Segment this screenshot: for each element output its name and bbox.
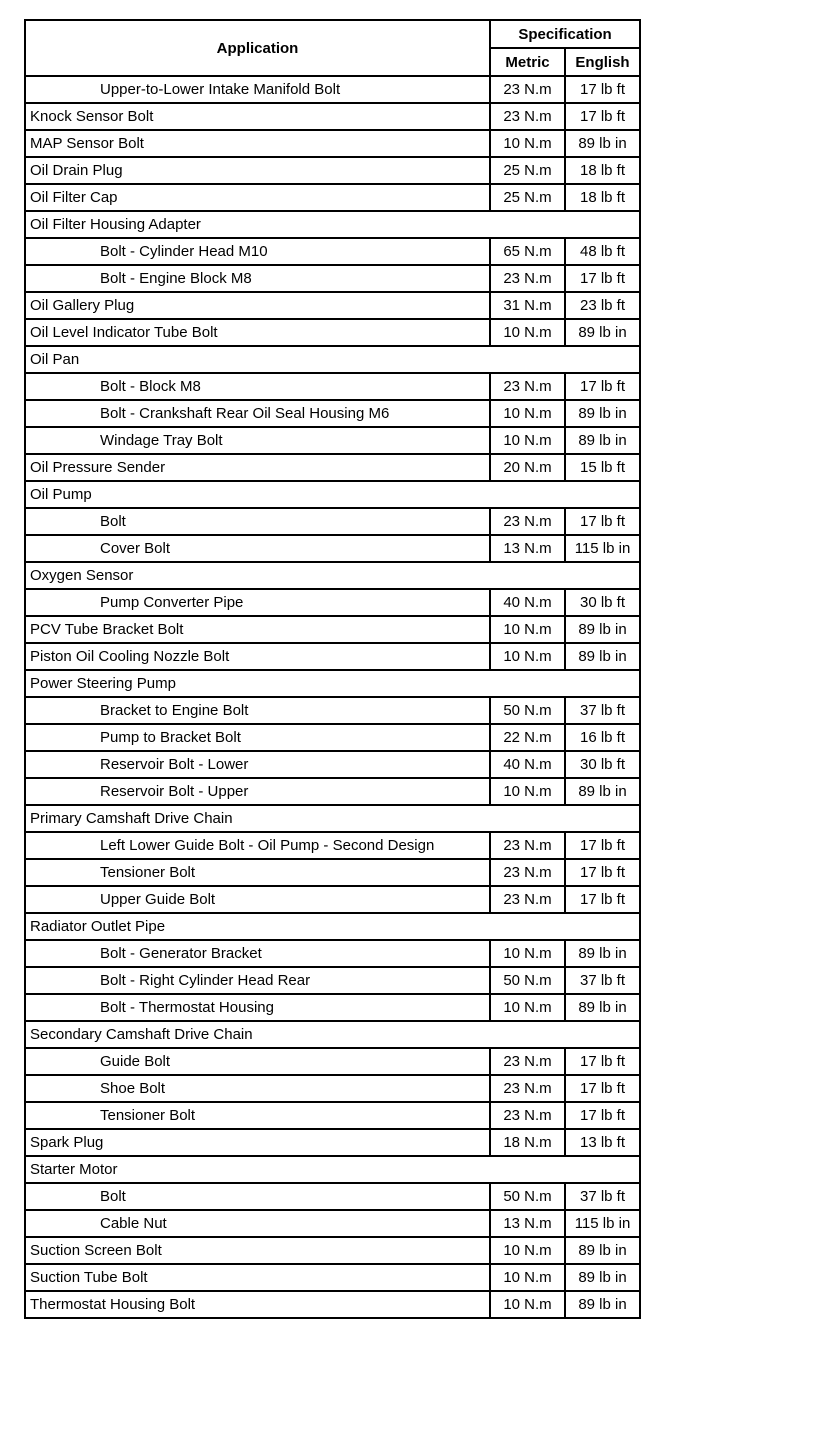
- table-row: [25, 589, 640, 616]
- application-cell: Bolt: [25, 508, 490, 535]
- application-cell: Spark Plug: [25, 1129, 490, 1156]
- table-row: [25, 886, 640, 913]
- english-cell: 89 lb in: [565, 778, 640, 805]
- english-cell: 18 lb ft: [565, 184, 640, 211]
- metric-cell: 23 N.m: [490, 859, 565, 886]
- application-cell: Bolt - Thermostat Housing: [25, 994, 490, 1021]
- application-cell: Oil Level Indicator Tube Bolt: [25, 319, 490, 346]
- application-cell: Oil Drain Plug: [25, 157, 490, 184]
- english-cell: 89 lb in: [565, 616, 640, 643]
- metric-cell: 10 N.m: [490, 319, 565, 346]
- application-cell: Upper Guide Bolt: [25, 886, 490, 913]
- table-row: [25, 643, 640, 670]
- application-cell: Pump to Bracket Bolt: [25, 724, 490, 751]
- table-row: [25, 724, 640, 751]
- application-cell: Oil Filter Cap: [25, 184, 490, 211]
- english-cell: 89 lb in: [565, 1264, 640, 1291]
- metric-cell: 23 N.m: [490, 508, 565, 535]
- english-cell: 115 lb in: [565, 1210, 640, 1237]
- table-row: [25, 1048, 640, 1075]
- english-cell: 13 lb ft: [565, 1129, 640, 1156]
- metric-cell: 23 N.m: [490, 103, 565, 130]
- application-cell: Bolt - Block M8: [25, 373, 490, 400]
- group-label: Power Steering Pump: [25, 670, 640, 697]
- english-cell: 17 lb ft: [565, 103, 640, 130]
- group-header-row: [25, 1156, 640, 1183]
- english-cell: 17 lb ft: [565, 1102, 640, 1129]
- table-row: [25, 157, 640, 184]
- table-row: [25, 1264, 640, 1291]
- application-cell: Bolt - Crankshaft Rear Oil Seal Housing M6: [25, 400, 490, 427]
- table-row: [25, 751, 640, 778]
- english-cell: 89 lb in: [565, 940, 640, 967]
- metric-cell: 10 N.m: [490, 1237, 565, 1264]
- metric-cell: 10 N.m: [490, 616, 565, 643]
- table-row: [25, 967, 640, 994]
- group-header-row: [25, 670, 640, 697]
- english-cell: 89 lb in: [565, 319, 640, 346]
- application-cell: MAP Sensor Bolt: [25, 130, 490, 157]
- table-row: [25, 1075, 640, 1102]
- metric-header: Metric: [490, 48, 565, 76]
- metric-cell: 10 N.m: [490, 1291, 565, 1318]
- english-cell: 17 lb ft: [565, 265, 640, 292]
- group-label: Oil Filter Housing Adapter: [25, 211, 640, 238]
- metric-cell: 10 N.m: [490, 643, 565, 670]
- table-row: [25, 184, 640, 211]
- table-row: [25, 940, 640, 967]
- table-row: [25, 1291, 640, 1318]
- table-row: [25, 319, 640, 346]
- english-cell: 17 lb ft: [565, 76, 640, 103]
- metric-cell: 10 N.m: [490, 994, 565, 1021]
- group-header-row: [25, 1021, 640, 1048]
- metric-cell: 23 N.m: [490, 1048, 565, 1075]
- table-row: [25, 778, 640, 805]
- english-cell: 89 lb in: [565, 130, 640, 157]
- table-row: [25, 859, 640, 886]
- application-cell: Windage Tray Bolt: [25, 427, 490, 454]
- application-cell: Bolt - Engine Block M8: [25, 265, 490, 292]
- table-row: [25, 1129, 640, 1156]
- application-cell: Piston Oil Cooling Nozzle Bolt: [25, 643, 490, 670]
- english-cell: 18 lb ft: [565, 157, 640, 184]
- metric-cell: 40 N.m: [490, 751, 565, 778]
- english-cell: 37 lb ft: [565, 967, 640, 994]
- application-cell: PCV Tube Bracket Bolt: [25, 616, 490, 643]
- table-row: [25, 1237, 640, 1264]
- application-cell: Bolt - Cylinder Head M10: [25, 238, 490, 265]
- english-cell: 89 lb in: [565, 1237, 640, 1264]
- metric-cell: 23 N.m: [490, 886, 565, 913]
- application-cell: Bolt - Generator Bracket: [25, 940, 490, 967]
- application-cell: Upper-to-Lower Intake Manifold Bolt: [25, 76, 490, 103]
- group-label: Oil Pan: [25, 346, 640, 373]
- english-cell: 17 lb ft: [565, 859, 640, 886]
- table-row: [25, 832, 640, 859]
- metric-cell: 23 N.m: [490, 1075, 565, 1102]
- application-cell: Shoe Bolt: [25, 1075, 490, 1102]
- english-cell: 16 lb ft: [565, 724, 640, 751]
- table-row: [25, 508, 640, 535]
- metric-cell: 18 N.m: [490, 1129, 565, 1156]
- table-row: [25, 454, 640, 481]
- metric-cell: 50 N.m: [490, 697, 565, 724]
- group-header-row: [25, 211, 640, 238]
- application-cell: Cable Nut: [25, 1210, 490, 1237]
- application-cell: Oil Pressure Sender: [25, 454, 490, 481]
- metric-cell: 10 N.m: [490, 400, 565, 427]
- table-row: [25, 697, 640, 724]
- english-header: English: [565, 48, 640, 76]
- application-cell: Thermostat Housing Bolt: [25, 1291, 490, 1318]
- group-header-row: [25, 481, 640, 508]
- application-cell: Knock Sensor Bolt: [25, 103, 490, 130]
- table-row: [25, 1210, 640, 1237]
- application-header: Application: [25, 20, 490, 76]
- english-cell: 17 lb ft: [565, 508, 640, 535]
- table-row: [25, 265, 640, 292]
- metric-cell: 40 N.m: [490, 589, 565, 616]
- application-cell: Cover Bolt: [25, 535, 490, 562]
- group-label: Starter Motor: [25, 1156, 640, 1183]
- metric-cell: 10 N.m: [490, 940, 565, 967]
- metric-cell: 23 N.m: [490, 265, 565, 292]
- group-header-row: [25, 913, 640, 940]
- english-cell: 115 lb in: [565, 535, 640, 562]
- table-row: [25, 238, 640, 265]
- table-body: [25, 76, 640, 1318]
- group-label: Secondary Camshaft Drive Chain: [25, 1021, 640, 1048]
- group-label: Oil Pump: [25, 481, 640, 508]
- english-cell: 17 lb ft: [565, 373, 640, 400]
- metric-cell: 65 N.m: [490, 238, 565, 265]
- metric-cell: 22 N.m: [490, 724, 565, 751]
- table-row: [25, 76, 640, 103]
- english-cell: 89 lb in: [565, 400, 640, 427]
- table-header: [25, 20, 640, 76]
- table-row: [25, 427, 640, 454]
- group-header-row: [25, 805, 640, 832]
- english-cell: 17 lb ft: [565, 1075, 640, 1102]
- table-row: [25, 373, 640, 400]
- application-cell: Reservoir Bolt - Upper: [25, 778, 490, 805]
- english-cell: 15 lb ft: [565, 454, 640, 481]
- torque-spec-table: [24, 19, 641, 1319]
- table-row: [25, 1183, 640, 1210]
- metric-cell: 10 N.m: [490, 130, 565, 157]
- table-row: [25, 103, 640, 130]
- metric-cell: 23 N.m: [490, 76, 565, 103]
- application-cell: Tensioner Bolt: [25, 1102, 490, 1129]
- english-cell: 89 lb in: [565, 643, 640, 670]
- metric-cell: 23 N.m: [490, 373, 565, 400]
- english-cell: 89 lb in: [565, 427, 640, 454]
- table-row: [25, 130, 640, 157]
- metric-cell: 25 N.m: [490, 184, 565, 211]
- table-row: [25, 1102, 640, 1129]
- metric-cell: 13 N.m: [490, 535, 565, 562]
- application-cell: Bolt: [25, 1183, 490, 1210]
- metric-cell: 23 N.m: [490, 1102, 565, 1129]
- metric-cell: 10 N.m: [490, 427, 565, 454]
- application-cell: Oil Gallery Plug: [25, 292, 490, 319]
- metric-cell: 23 N.m: [490, 832, 565, 859]
- application-cell: Guide Bolt: [25, 1048, 490, 1075]
- metric-cell: 31 N.m: [490, 292, 565, 319]
- application-cell: Suction Screen Bolt: [25, 1237, 490, 1264]
- group-label: Primary Camshaft Drive Chain: [25, 805, 640, 832]
- table-row: [25, 535, 640, 562]
- english-cell: 89 lb in: [565, 1291, 640, 1318]
- application-cell: Left Lower Guide Bolt - Oil Pump - Second Design: [25, 832, 490, 859]
- metric-cell: 25 N.m: [490, 157, 565, 184]
- metric-cell: 50 N.m: [490, 967, 565, 994]
- group-header-row: [25, 346, 640, 373]
- metric-cell: 10 N.m: [490, 1264, 565, 1291]
- application-cell: Tensioner Bolt: [25, 859, 490, 886]
- application-cell: Bracket to Engine Bolt: [25, 697, 490, 724]
- english-cell: 17 lb ft: [565, 1048, 640, 1075]
- application-cell: Suction Tube Bolt: [25, 1264, 490, 1291]
- metric-cell: 50 N.m: [490, 1183, 565, 1210]
- group-label: Radiator Outlet Pipe: [25, 913, 640, 940]
- metric-cell: 13 N.m: [490, 1210, 565, 1237]
- metric-cell: 10 N.m: [490, 778, 565, 805]
- english-cell: 48 lb ft: [565, 238, 640, 265]
- english-cell: 37 lb ft: [565, 697, 640, 724]
- english-cell: 30 lb ft: [565, 751, 640, 778]
- specification-header: Specification: [490, 20, 640, 48]
- english-cell: 17 lb ft: [565, 886, 640, 913]
- english-cell: 89 lb in: [565, 994, 640, 1021]
- english-cell: 23 lb ft: [565, 292, 640, 319]
- table-row: [25, 994, 640, 1021]
- english-cell: 37 lb ft: [565, 1183, 640, 1210]
- application-cell: Reservoir Bolt - Lower: [25, 751, 490, 778]
- group-header-row: [25, 562, 640, 589]
- english-cell: 30 lb ft: [565, 589, 640, 616]
- application-cell: Bolt - Right Cylinder Head Rear: [25, 967, 490, 994]
- table-row: [25, 616, 640, 643]
- metric-cell: 20 N.m: [490, 454, 565, 481]
- english-cell: 17 lb ft: [565, 832, 640, 859]
- group-label: Oxygen Sensor: [25, 562, 640, 589]
- table-row: [25, 400, 640, 427]
- table-row: [25, 292, 640, 319]
- application-cell: Pump Converter Pipe: [25, 589, 490, 616]
